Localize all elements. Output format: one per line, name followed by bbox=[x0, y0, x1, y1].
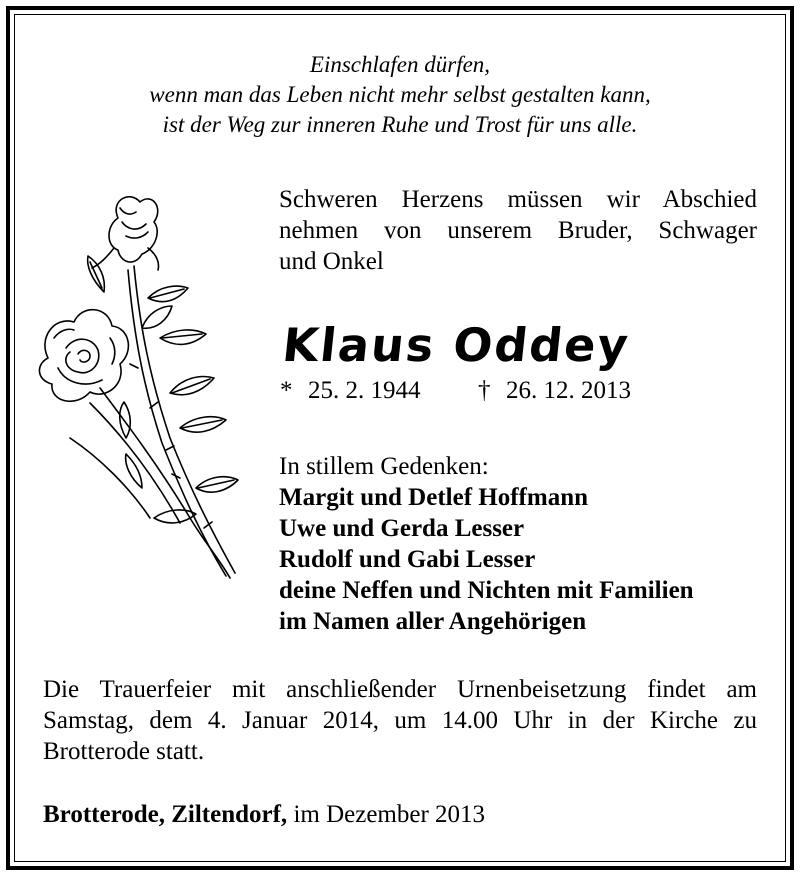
place-month: im Dezember 2013 bbox=[293, 801, 486, 828]
mourner-name: Rudolf und Gabi Lesser bbox=[279, 546, 536, 573]
mourner-name: deine Neffen und Nichten mit Familien bbox=[279, 577, 694, 604]
motto-line: Einschlafen dürfen, bbox=[309, 52, 491, 77]
intro-line: und Onkel bbox=[279, 248, 384, 275]
place-date bbox=[43, 799, 485, 830]
mourner-name: im Namen aller Angehörigen bbox=[279, 608, 587, 635]
service-line: Samstag, dem 4. Januar 2014, um 14.00 Uhr in der Kirche zu bbox=[43, 707, 757, 734]
mourners-block bbox=[279, 451, 694, 637]
intro-line: Schweren Herzens müssen wir Abschied bbox=[279, 186, 757, 213]
rose-icon bbox=[30, 188, 255, 588]
service-line: Brotterode statt. bbox=[43, 738, 205, 765]
intro-line: nehmen von unserem Bruder, Schwager bbox=[279, 217, 757, 244]
intro-text bbox=[279, 184, 757, 277]
motto-line: wenn man das Leben nicht mehr selbst gestalten kann, bbox=[149, 82, 651, 107]
service-info bbox=[43, 674, 757, 767]
mourner-name: Margit und Detlef Hoffmann bbox=[279, 484, 588, 511]
death-symbol: † bbox=[478, 377, 491, 404]
service-line: Die Trauerfeier mit anschließender Urnenbeisetzung findet am bbox=[43, 676, 757, 703]
death-date: 26. 12. 2013 bbox=[506, 377, 631, 404]
place-towns: Brotterode, Ziltendorf, bbox=[43, 801, 288, 828]
mourners-heading: In stillem Gedenken: bbox=[279, 453, 489, 480]
deceased-name: Klaus Oddey bbox=[280, 318, 633, 372]
motto-line: ist der Weg zur inneren Ruhe und Trost für uns alle. bbox=[162, 112, 638, 137]
motto bbox=[0, 50, 800, 140]
life-dates bbox=[280, 376, 631, 406]
birth-date: 25. 2. 1944 bbox=[308, 377, 421, 404]
birth-symbol: * bbox=[280, 377, 293, 404]
mourner-name: Uwe und Gerda Lesser bbox=[279, 515, 525, 542]
